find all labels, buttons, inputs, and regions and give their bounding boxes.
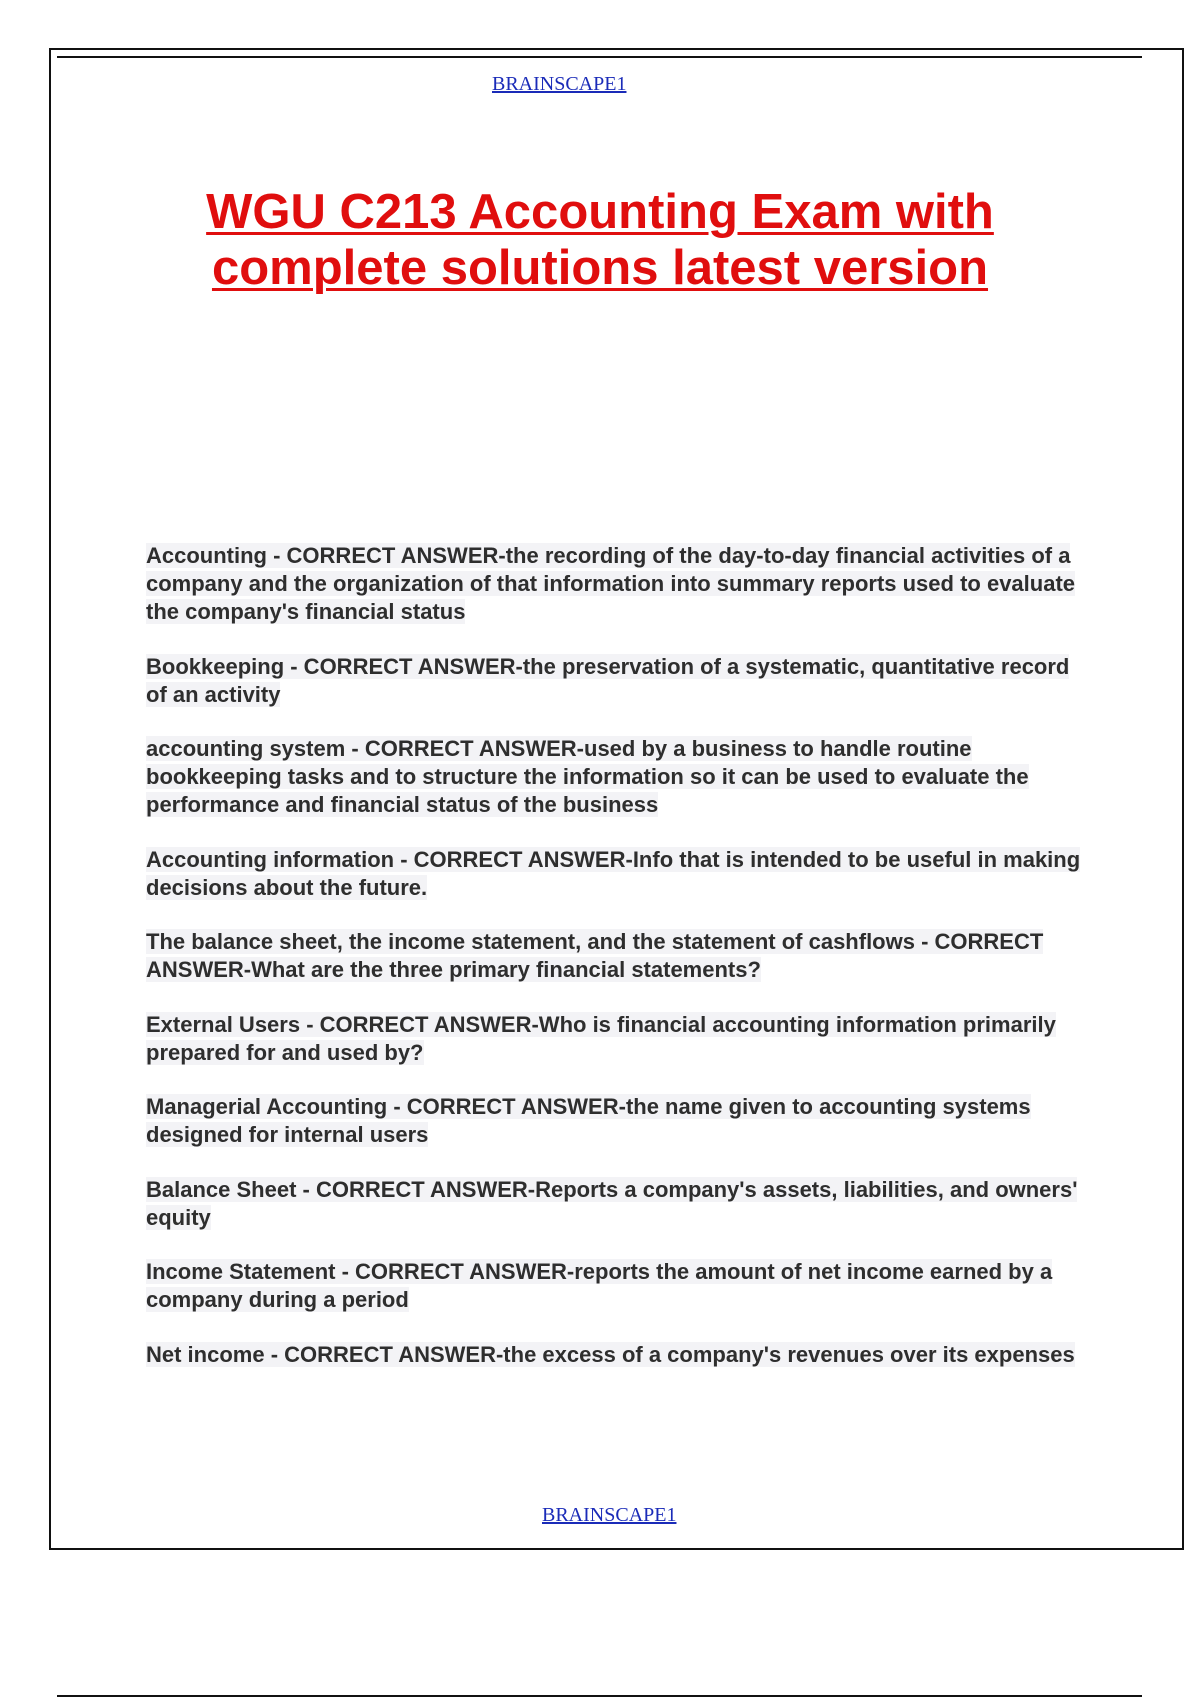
qa-entry-accounting-system [146, 735, 1096, 819]
qa-entry-text: The balance sheet, the income statement, and the statement of cashflows - CORRECT ANSWER-What are the three primary financial statements? [146, 929, 1044, 982]
qa-entry-net-income [146, 1341, 1096, 1369]
qa-entry-financial-statements [146, 928, 1096, 984]
qa-entry-text: Income Statement - CORRECT ANSWER-reports the amount of net income earned by a company during a period [146, 1259, 1053, 1312]
title-line-2: complete solutions latest version [211, 241, 989, 295]
document-title [0, 184, 1200, 296]
qa-list [146, 542, 1096, 1395]
bottom-rule [57, 1695, 1142, 1697]
qa-entry-accounting [146, 542, 1096, 626]
qa-entry-text: accounting system - CORRECT ANSWER-used by a business to handle routine bookkeeping tasks and to structure the information so it can be used to evaluate the performance and financial status of the business [146, 736, 1029, 817]
qa-entry-text: Bookkeeping - CORRECT ANSWER-the preservation of a systematic, quantitative record of an activity [146, 653, 1070, 707]
qa-entry-accounting-information [146, 846, 1096, 902]
qa-entry-text: External Users - CORRECT ANSWER-Who is financial accounting information primarily prepared for and used by? [146, 1011, 1056, 1065]
qa-entry-text: Accounting - CORRECT ANSWER-the recording of the day-to-day financial activities of a company and the organization of that information into summary reports used to evaluate the company's financial status [146, 543, 1076, 624]
qa-entry-bookkeeping [146, 653, 1096, 709]
qa-entry-managerial-accounting [146, 1093, 1096, 1149]
qa-entry-text: Balance Sheet - CORRECT ANSWER-Reports a company's assets, liabilities, and owners' equity [146, 1176, 1078, 1230]
qa-entry-income-statement [146, 1258, 1096, 1314]
qa-entry-balance-sheet [146, 1176, 1096, 1232]
brainscape-link-bottom[interactable]: BRAINSCAPE1 [542, 1504, 677, 1526]
qa-entry-text: Managerial Accounting - CORRECT ANSWER-the name given to accounting systems designed for internal users [146, 1094, 1031, 1147]
qa-entry-external-users [146, 1011, 1096, 1067]
top-rule [57, 56, 1142, 58]
title-line-1: WGU C213 Accounting Exam with [206, 185, 994, 239]
brainscape-link-top[interactable]: BRAINSCAPE1 [492, 73, 627, 95]
qa-entry-text: Accounting information - CORRECT ANSWER-Info that is intended to be useful in making decisions about the future. [146, 846, 1081, 900]
qa-entry-text: Net income - CORRECT ANSWER-the excess of a company's revenues over its expenses [146, 1341, 1075, 1367]
